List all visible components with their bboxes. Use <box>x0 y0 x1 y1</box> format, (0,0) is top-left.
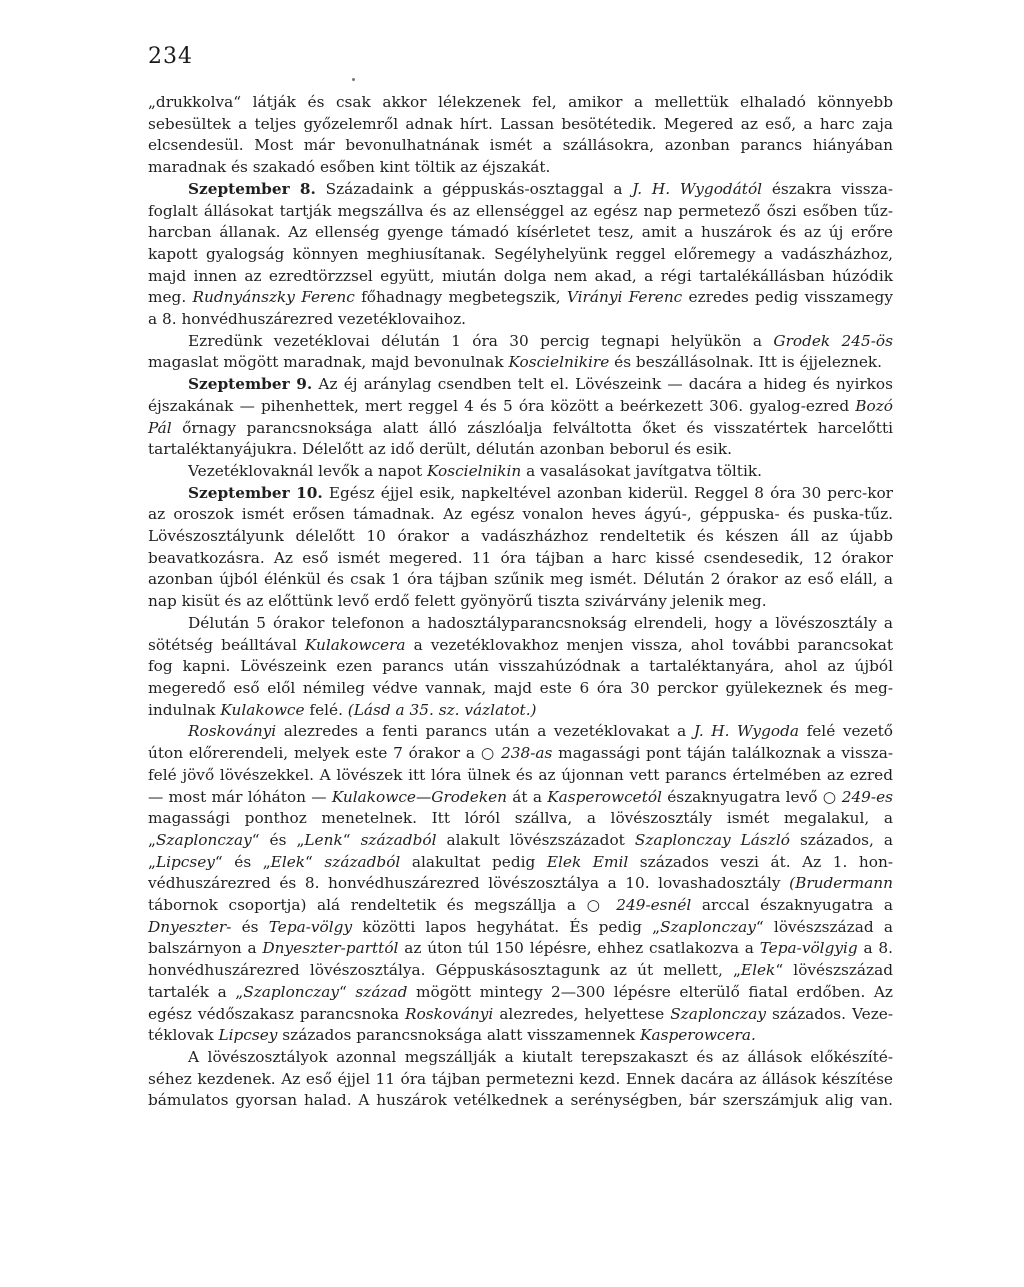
text-run: Egész éjjel esik, napkeltével azonban kiderül. Reggel 8 óra 30 perc-kor az oroszok ismét erősen támadnak. Az egész vonalon heves ágyú-, géppuska- és puska-tűz. Lövészosztályunk délelőtt 10 órakor a vadászházhoz rendeltetik és készen áll az újabb beavatkozásra. Az eső ismét megered. 11 óra tájban a harc kissé csendesedik, 12 órakor azonban újból élénkül és csak 1 óra tájban szűnik meg ismét. Délután 2 órakor az eső eláll, a nap kisüt és az előttünk levő erdő felett gyönyörű tiszta szivárvány jelenik meg. <box>148 483 893 611</box>
paragraph <box>148 331 893 374</box>
text-run: magassági ponthoz menetelnek. Itt lóról szállva, a lövészosztály ismét megalakul, a „ <box>148 809 893 849</box>
emphasis-text: Dnyeszter- <box>148 917 232 936</box>
text-run: alezredes a fenti parancs után a vezetéklovakat a <box>276 722 694 741</box>
text-run: felé. <box>304 700 348 719</box>
emphasis-text: Rudnyánszky Ferenc <box>192 288 355 307</box>
text-run: alakult lövészszázadot <box>436 830 635 849</box>
emphasis-text: Szaplonczay <box>670 1004 766 1023</box>
emphasis-text: Kasperowcera. <box>640 1026 756 1045</box>
emphasis-text: 249-esnél <box>616 896 692 915</box>
text-run: ezredes pedig visszamegy a 8. honvédhuszárezred vezetéklovaihoz. <box>148 288 893 329</box>
paragraph <box>148 461 893 483</box>
emphasis-text: Elek <box>270 852 306 871</box>
paragraph <box>148 721 893 1047</box>
text-run: „drukkolva“ látják és csak akkor lélekzenek fel, amikor a mellettük elhaladó könnyebb sebesültek a teljes győzelemről adnak hírt. Lassan besötétedik. Megered az eső, a harc zaja elcsendesül. Most már bevonulhatnának ismét a szállásokra, azonban parancs hiányában maradnak és szakadó esőben kint töltik az éjszakát. <box>148 93 893 177</box>
emphasis-text: Koscielnikin <box>427 461 522 480</box>
emphasis-text: Kulakowce—Grodeken <box>331 787 508 806</box>
text-run: “ <box>342 830 361 849</box>
emphasis-text: Lipcsey <box>155 852 215 871</box>
emphasis-text: Szaplonczay László <box>634 830 790 849</box>
text-run: Délután 5 órakor telefonon a hadosztályparancsnokság elrendeli, hogy a lövészosztály a sötétség beálltával <box>148 613 893 654</box>
emphasis-text: század <box>355 982 408 1001</box>
text-run: északra vissza-foglalt állásokat tartják megszállva és az ellenséggel az egész nap permetező őszi esőben tűz-harcban állanak. Az ellenség gyenge támadó kísérletet tesz, amit a huszárok és az új erőre kapott gyalogság könnyen meghiusítanak. Segélyhelyünk reggel előremegy a vadászházhoz, majd innen az ezredtörzzsel együtt, miután dolga nem akad, a régi tartalékállásban húzódik meg. <box>148 179 893 307</box>
text-run: Vezetéklovaknál levők a napot <box>188 461 428 480</box>
emphasis-text: Kasperowcetól <box>547 787 662 806</box>
text-run: százados, a „ <box>148 830 893 871</box>
paragraph <box>148 374 893 461</box>
emphasis-text: Lipcsey <box>218 1026 278 1045</box>
text-run: százados parancsnoksága alatt visszamennek <box>277 1026 641 1045</box>
emphasis-text: (Lásd a 35. sz. vázlatot.) <box>347 700 537 719</box>
text-run: főhadnagy megbetegszik, <box>354 288 567 307</box>
emphasis-text: Virányi Ferenc <box>566 288 683 307</box>
paragraph <box>148 613 893 722</box>
emphasis-text: Szaplonczay <box>243 982 340 1001</box>
text-run: alezredes, helyettese <box>493 1004 671 1023</box>
emphasis-text: Roskoványi <box>405 1004 494 1023</box>
paragraph <box>148 483 893 613</box>
date-heading: Szeptember 8. <box>188 179 316 198</box>
text-run: százados. Veze-téklovak <box>148 1004 893 1045</box>
emphasis-text: Grodek 245-ös <box>773 331 893 350</box>
emphasis-text: Lenk <box>304 830 343 849</box>
paragraph <box>148 179 893 331</box>
emphasis-text: Szaplonczay <box>155 830 252 849</box>
emphasis-text: 238-as <box>501 744 553 763</box>
emphasis-text: Kulakowce <box>220 700 305 719</box>
emphasis-text: Kulakowcera <box>304 635 406 654</box>
page-number: 234 <box>148 44 193 69</box>
text-run: magaslat mögött maradnak, majd bevonulnak <box>148 353 509 372</box>
body-text <box>148 92 893 1112</box>
text-run: “ <box>305 852 325 871</box>
emphasis-text: (Brudermann <box>789 874 893 893</box>
emphasis-text: Dnyeszter-parttól <box>262 939 399 958</box>
emphasis-text: Elek Emil <box>546 852 629 871</box>
emphasis-text: Szaplonczay <box>660 917 756 936</box>
date-heading: Szeptember 10. <box>188 483 323 502</box>
text-run: északnyugatra levő ○ <box>661 787 842 806</box>
text-run: százados veszi át. Az 1. hon-védhuszárezred és 8. honvédhuszárezred lövészosztálya a 10. lovashadosztály <box>148 852 894 893</box>
text-run: magassági pont táján találkoznak a vissza-felé jövő lövészekkel. A lövészek itt lóra ülnek és az újonnan vett parancs értelmében az ezred — most már lóháton — <box>148 744 893 806</box>
text-run: és <box>231 917 269 936</box>
emphasis-text: Elek <box>740 961 776 980</box>
paragraph <box>148 1047 893 1112</box>
emphasis-text: Bozó Pál <box>148 396 893 437</box>
emphasis-text: Koscielnikire <box>508 353 610 372</box>
emphasis-text: Roskoványi <box>188 722 277 741</box>
text-run: felé vezető úton előrerendeli, melyek este 7 órakor a ○ <box>148 722 893 763</box>
emphasis-text: Tepa-völgyig <box>759 939 858 958</box>
text-run: A lövészosztályok azonnal megszállják a kiutalt terepszakaszt és az állások előkészíté-séhez kezdenek. Az eső éjjel 11 óra tájban permetezni kezd. Ennek dacára az állások készítése bámulatos gyorsan halad. A huszárok vetélkednek a serénységben, bár szerszámjuk alig van. <box>148 1047 893 1110</box>
text-run: “ és „ <box>251 830 305 849</box>
text-run: alakultat pedig <box>400 852 547 871</box>
text-run: át a <box>507 787 548 806</box>
text-run: a 8. honvédhuszárezred lövészosztálya. Géppuskásosztagunk az út mellett, „ <box>148 939 893 980</box>
text-run: a vezetéklovakhoz menjen vissza, ahol további parancsokat fog kapni. Lövészeink ezen parancs után visszahúzódnak a tartaléktanyára, ahol az újból megeredő eső elől némileg védve vannak, majd este 6 óra 30 perckor gyülekeznek és meg-indulnak <box>148 635 894 719</box>
text-run: arccal északnyugatra a <box>691 896 893 915</box>
text-run: és beszállásolnak. Itt is éjjeleznek. <box>609 353 883 372</box>
text-run: mögött mintegy 2—300 lépésre elterülő fiatal erdőben. Az egész védőszakasz parancsnoka <box>148 982 893 1023</box>
emphasis-text: századból <box>324 852 401 871</box>
text-run: Ezredünk vezetéklovai délután 1 óra 30 percig tegnapi helyükön a <box>188 331 774 350</box>
text-run: őrnagy parancsnoksága alatt álló zászlóalja felváltotta őket és visszatértek harcelőtti tartaléktanyájukra. Délelőtt az idő derült, délután azonban beborul és esik. <box>148 418 893 459</box>
text-run: “ és „ <box>214 852 271 871</box>
text-run: az úton túl 150 lépésre, ehhez csatlakozva a <box>398 939 760 958</box>
text-run: Az éj aránylag csendben telt el. Lövészeink — dacára a hideg és nyirkos éjszakának — pihenhettek, mert reggel 4 és 5 óra között a beérkezett 306. gyalog-ezred <box>148 375 893 415</box>
emphasis-text: 249-es <box>841 787 893 806</box>
dot-mark <box>352 78 355 81</box>
date-heading: Szeptember 9. <box>188 375 313 394</box>
text-run: “ lövészszázad tartalék a „ <box>148 961 894 1001</box>
paragraph <box>148 92 893 179</box>
emphasis-text: J. H. Wygodától <box>632 179 763 198</box>
text-run: “ <box>339 982 356 1001</box>
emphasis-text: századból <box>360 830 437 849</box>
text-run: tábornok csoportja) alá rendeltetik és megszállja a ○ <box>148 896 617 915</box>
text-run: a vasalásokat javítgatva töltik. <box>521 461 762 480</box>
emphasis-text: Tepa-völgy <box>268 917 353 936</box>
text-run: közötti lapos hegyhátat. És pedig „ <box>352 917 661 936</box>
text-run: “ lövészszázad a balszárnyon a <box>148 917 893 958</box>
text-run: Századaink a géppuskás-osztaggal a <box>315 179 633 198</box>
emphasis-text: J. H. Wygoda <box>693 722 799 741</box>
